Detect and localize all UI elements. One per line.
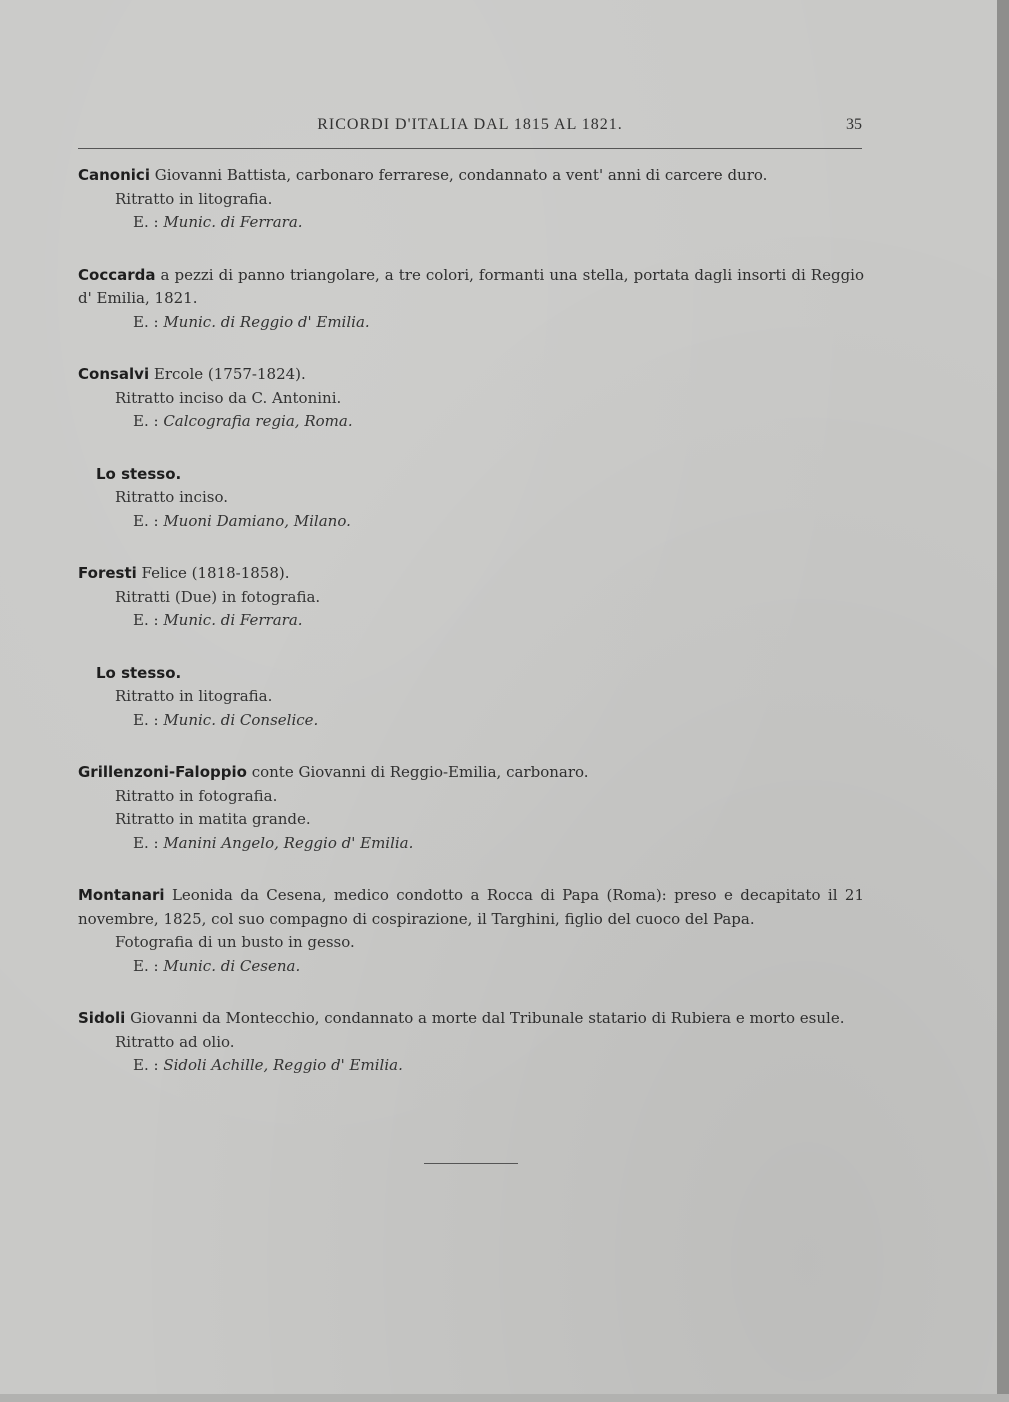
- catalog-entry: [78, 1007, 864, 1078]
- source-value: Munic. di Cesena.: [163, 956, 301, 975]
- source-prefix: E. :: [133, 312, 159, 331]
- entry-description: Giovanni Battista, carbonaro ferrarese, condannato a vent' anni di carcere duro.: [154, 166, 768, 184]
- source-prefix: E. :: [133, 213, 159, 231]
- entry-name: Consalvi: [78, 365, 150, 383]
- entry-lead: [78, 1007, 864, 1031]
- entry-name: Foresti: [78, 564, 137, 582]
- entry-item: Ritratto in fotografia.: [115, 786, 278, 805]
- source-value: Manini Angelo, Reggio d' Emilia.: [163, 833, 414, 852]
- source-value: Munic. di Ferrara.: [163, 213, 303, 231]
- entry-lead: [78, 884, 864, 931]
- catalog-entry: [78, 562, 864, 633]
- entry-source: [78, 1054, 864, 1078]
- page-number: 35: [846, 116, 862, 133]
- catalog-entries: [78, 164, 864, 1107]
- entry-name: Sidoli: [78, 1009, 126, 1027]
- entry-description: a pezzi di panno triangolare, a tre colori, formanti una stella, portata dagli insorti di Reggio d' Emilia, 1821.: [78, 265, 864, 307]
- page-edge-shadow: [997, 0, 1009, 1402]
- entry-source: [78, 609, 864, 633]
- catalog-entry: [78, 463, 864, 534]
- header-rule: [78, 148, 862, 149]
- entry-lead: [78, 662, 864, 686]
- source-value: Munic. di Ferrara.: [163, 611, 303, 629]
- entry-source: [78, 510, 864, 534]
- entry-item: Ritratto ad olio.: [115, 1032, 235, 1051]
- source-prefix: E. :: [133, 1056, 159, 1074]
- entry-lead: [78, 761, 864, 785]
- source-prefix: E. :: [133, 412, 159, 430]
- entry-item: Ritratto in litografia.: [115, 687, 273, 705]
- entry-source: [78, 709, 864, 733]
- end-rule: [424, 1163, 518, 1164]
- entry-source: [78, 832, 864, 856]
- source-value: Sidoli Achille, Reggio d' Emilia.: [163, 1056, 403, 1074]
- entry-name: Canonici: [78, 166, 150, 184]
- source-prefix: E. :: [133, 511, 159, 530]
- entry-description: Leonida da Cesena, medico condotto a Rocca di Papa (Roma): preso e decapitato il 21 novembre, 1825, col suo compagno di cospirazione, il Targhini, figlio del cuoco del Papa.: [78, 886, 864, 928]
- source-value: Muoni Damiano, Milano.: [163, 511, 351, 530]
- entry-item: Fotografia di un busto in gesso.: [115, 933, 355, 951]
- entry-source: [78, 311, 864, 335]
- running-head: [78, 116, 862, 140]
- entry-item: Ritratto inciso da C. Antonini.: [115, 388, 342, 407]
- source-prefix: E. :: [133, 611, 159, 629]
- catalog-entry: [78, 164, 864, 235]
- entry-item: Ritratto inciso.: [115, 488, 228, 506]
- entry-source: [78, 955, 864, 979]
- catalog-entry: [78, 884, 864, 978]
- entry-lead: [78, 463, 864, 487]
- source-prefix: E. :: [133, 956, 159, 975]
- catalog-entry: [78, 662, 864, 733]
- source-prefix: E. :: [133, 710, 159, 729]
- entry-description: Ercole (1757-1824).: [153, 365, 306, 383]
- page-bottom-edge: [0, 1394, 1009, 1402]
- entry-name: Lo stesso.: [96, 464, 182, 483]
- entry-description: Giovanni da Montecchio, condannato a morte dal Tribunale statario di Rubiera e morto esule.: [130, 1009, 845, 1027]
- entry-description: Felice (1818-1858).: [141, 564, 290, 582]
- entry-name: Coccarda: [78, 265, 156, 284]
- source-value: Munic. di Conselice.: [163, 710, 319, 729]
- entry-lead: [78, 363, 864, 387]
- catalog-entry: [78, 264, 864, 335]
- entry-source: [78, 211, 864, 235]
- catalog-entry: [78, 363, 864, 434]
- running-title: RICORDI D'ITALIA DAL 1815 AL 1821.: [317, 116, 623, 133]
- entry-name: Grillenzoni-Faloppio: [78, 763, 247, 781]
- entry-description: conte Giovanni di Reggio-Emilia, carbonaro.: [251, 763, 589, 781]
- entry-name: Montanari: [78, 886, 165, 904]
- catalog-entry: [78, 761, 864, 855]
- entry-lead: [78, 164, 864, 188]
- entry-name: Lo stesso.: [96, 663, 182, 682]
- entry-source: [78, 410, 864, 434]
- entry-item: Ritratto in matita grande.: [115, 810, 311, 828]
- entry-item: Ritratti (Due) in fotografia.: [115, 587, 321, 606]
- entry-lead: [78, 264, 864, 311]
- source-value: Calcografia regia, Roma.: [163, 412, 353, 430]
- entry-item: Ritratto in litografia.: [115, 189, 273, 208]
- source-value: Munic. di Reggio d' Emilia.: [163, 312, 370, 331]
- source-prefix: E. :: [133, 833, 159, 852]
- entry-lead: [78, 562, 864, 586]
